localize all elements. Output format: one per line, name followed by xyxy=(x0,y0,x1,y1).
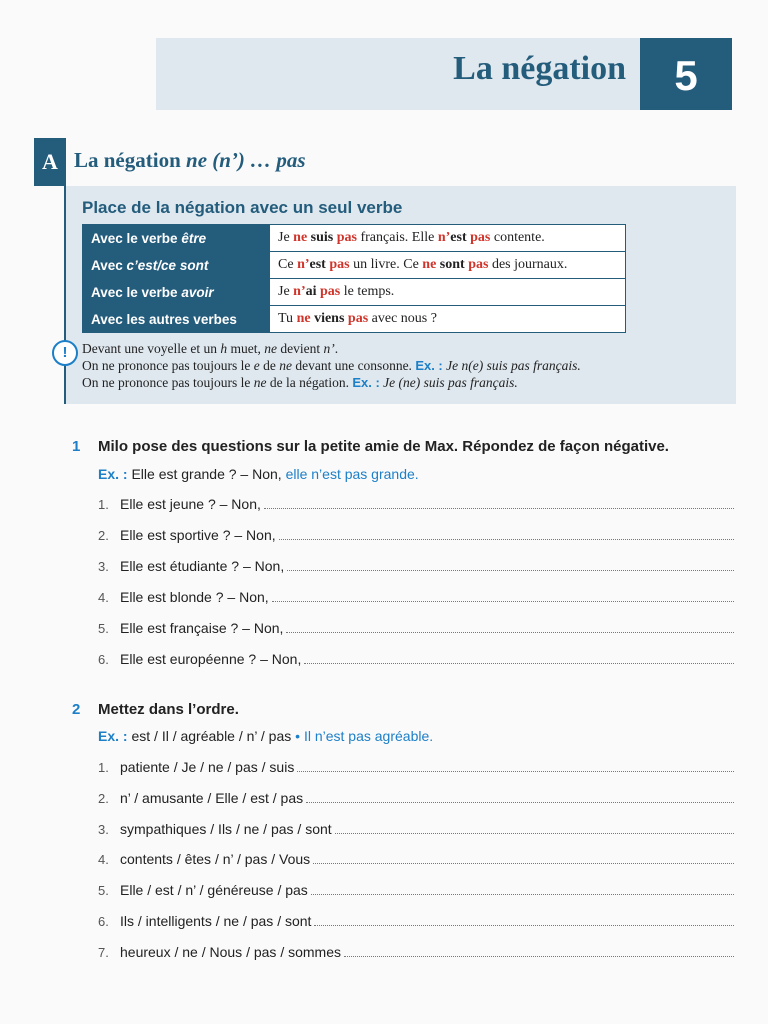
section-letter: A xyxy=(34,138,66,186)
answer-line[interactable] xyxy=(287,558,734,571)
item-text: Elle est européenne ? – Non, xyxy=(120,651,302,667)
item-text: Elle est sportive ? – Non, xyxy=(120,527,276,543)
exercise-2-example: Ex. : est / Il / agréable / n’ / pas • Il n’est pas agréable. xyxy=(98,728,434,744)
rule-example: Ce n’est pas un livre. Ce ne sont pas des journaux. xyxy=(270,252,626,279)
exercise-2-item xyxy=(98,913,734,929)
item-number: 2. xyxy=(98,790,109,806)
exercise-1-item xyxy=(98,558,734,574)
rule-example: Tu ne viens pas avec nous ? xyxy=(270,306,626,333)
item-text: Elle est française ? – Non, xyxy=(120,620,284,636)
item-number: 2. xyxy=(98,528,109,543)
item-number: 4. xyxy=(98,852,109,868)
answer-line[interactable] xyxy=(306,790,734,803)
rule-example: Je n’ai pas le temps. xyxy=(270,279,626,306)
exercise-2-item xyxy=(98,944,734,960)
item-text: heureux / ne / Nous / pas / sommes xyxy=(120,943,341,960)
exercise-2-item xyxy=(98,759,734,775)
rules-table xyxy=(82,224,626,333)
item-number: 3. xyxy=(98,821,109,837)
answer-line[interactable] xyxy=(344,944,734,957)
note-line: Devant une voyelle et un h muet, ne devient n’. xyxy=(82,341,339,356)
item-number: 6. xyxy=(98,914,109,929)
item-text: n’ / amusante / Elle / est / pas xyxy=(120,789,304,806)
item-number: 1. xyxy=(98,497,109,512)
answer-line[interactable] xyxy=(313,851,734,864)
section-title: La négation ne (n’) … pas xyxy=(74,148,306,172)
exercise-1-item xyxy=(98,620,734,636)
note-line: On ne prononce pas toujours le ne de la négation. Ex. : Je (ne) suis pas français. xyxy=(82,375,518,390)
page-title: La négation xyxy=(453,50,626,87)
note-line: On ne prononce pas toujours le e de ne devant une consonne. Ex. : Je n(e) suis pas français. xyxy=(82,358,581,373)
item-text: sympathiques / Ils / ne / pas / sont xyxy=(120,820,332,837)
exercise-2-item xyxy=(98,821,734,837)
answer-line[interactable] xyxy=(279,527,734,540)
exclamation-icon: ! xyxy=(52,340,78,366)
answer-line[interactable] xyxy=(264,496,734,509)
item-number: 3. xyxy=(98,559,109,574)
exercise-1-item xyxy=(98,651,734,667)
answer-line[interactable] xyxy=(272,589,734,602)
rules-row xyxy=(83,225,626,252)
item-text: contents / êtes / n’ / pas / Vous xyxy=(120,851,311,868)
exercise-1-item xyxy=(98,496,734,512)
exercise-2-item xyxy=(98,882,734,898)
item-text: Ils / intelligents / ne / pas / sont xyxy=(120,913,312,929)
item-text: Elle est étudiante ? – Non, xyxy=(120,558,285,574)
exercise-1-item xyxy=(98,589,734,605)
grammar-box-heading: Place de la négation avec un seul verbe xyxy=(82,198,403,217)
item-number: 6. xyxy=(98,652,109,667)
item-number: 1. xyxy=(98,760,109,775)
item-number: 7. xyxy=(98,944,109,960)
answer-line[interactable] xyxy=(314,913,734,926)
rule-label: Avec c’est/ce sont xyxy=(83,252,270,279)
rule-label: Avec les autres verbes xyxy=(83,306,270,333)
rules-row xyxy=(83,306,626,333)
item-text: Elle / est / n’ / généreuse / pas xyxy=(120,882,308,899)
exercise-1-item xyxy=(98,527,734,543)
item-number: 4. xyxy=(98,590,109,605)
item-text: Elle est jeune ? – Non, xyxy=(120,496,261,512)
item-number: 5. xyxy=(98,621,109,636)
exercise-1-heading: 1 Milo pose des questions sur la petite amie de Max. Répondez de façon négative. xyxy=(72,438,669,455)
item-number: 5. xyxy=(98,883,109,899)
exercise-2-item xyxy=(98,790,734,806)
chapter-number: 5 xyxy=(640,38,732,110)
answer-line[interactable] xyxy=(335,821,734,834)
rules-row xyxy=(83,252,626,279)
item-text: Elle est blonde ? – Non, xyxy=(120,589,269,605)
exercise-1-example: Ex. : Elle est grande ? – Non, elle n’est pas grande. xyxy=(98,466,419,482)
item-text: patiente / Je / ne / pas / suis xyxy=(120,759,295,775)
rule-example: Je ne suis pas français. Elle n’est pas contente. xyxy=(270,225,626,252)
answer-line[interactable] xyxy=(311,882,734,895)
rule-label: Avec le verbe avoir xyxy=(83,279,270,306)
grammar-notes xyxy=(82,340,581,391)
rules-row xyxy=(83,279,626,306)
exercise-2-item xyxy=(98,851,734,867)
answer-line[interactable] xyxy=(297,759,734,772)
answer-line[interactable] xyxy=(286,620,734,633)
rule-label: Avec le verbe être xyxy=(83,225,270,252)
exercise-2-heading: 2 Mettez dans l’ordre. xyxy=(72,701,239,718)
answer-line[interactable] xyxy=(304,651,734,664)
